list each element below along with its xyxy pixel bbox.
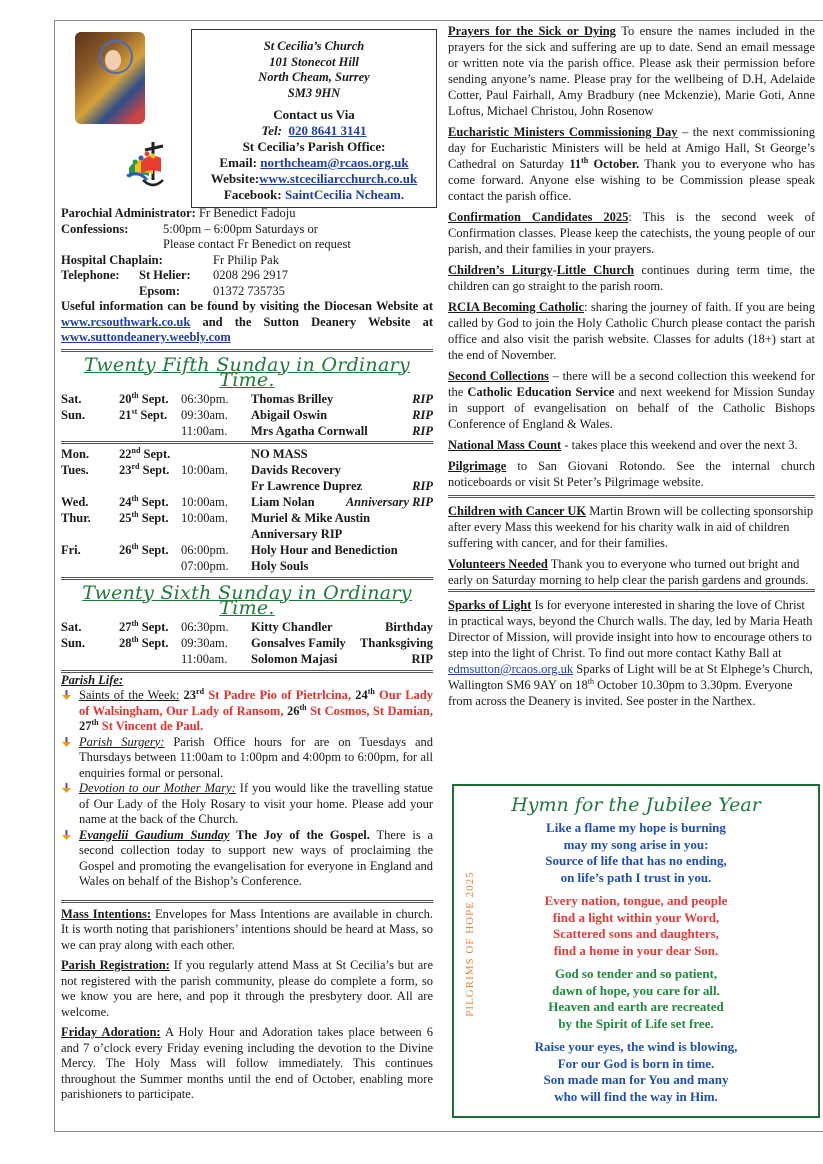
mass-day — [61, 558, 119, 574]
hymn-line: Like a flame my hope is burning — [546, 820, 726, 835]
hymn-verse — [454, 966, 818, 1032]
chaplain-label: Hospital Chaplain: — [61, 252, 163, 267]
mass-row — [61, 542, 433, 558]
mass-time — [181, 526, 251, 542]
hymn-line: For our God is born in time. — [557, 1055, 715, 1071]
notice-heading: Mass Intentions: — [61, 906, 152, 921]
sparks-email-link[interactable]: edmsutton@rcaos.org.uk — [448, 662, 574, 676]
notice-text: October 10.30pm to 3.30pm. Everyone from across the Deanery is invited. See poster in the Narthex. — [448, 678, 793, 708]
mass-day — [61, 651, 119, 667]
notice-prayers-sick — [448, 23, 815, 119]
mass-date — [119, 651, 181, 667]
devotion-label: Devotion to our Mother Mary: — [79, 781, 236, 795]
hymn-line: God so tender and so patient, — [554, 966, 718, 981]
notice-text: To ensure the names included in the prayers for the sick and suffering are up to date. Send an email message or written note via the parish office. Please ask their permission before sending anyone’s name. Please pray for the wellbeing of D.H, Adelaide Cotter, Paul Fairhall, Amy Bradbury (nee Mckenzie), Marie Goti, Anne Loftus, Michael Christou, John Rosenow — [448, 24, 815, 118]
deanery-link[interactable]: www.suttondeanery.weebly.com — [61, 330, 231, 344]
mass-time: 07:00pm. — [181, 558, 229, 573]
mass-day: Fri. — [61, 542, 81, 557]
hymn-verse — [454, 1039, 818, 1105]
notice-text: – there will be a second collection this weekend for the — [448, 369, 815, 399]
church-address — [192, 39, 436, 101]
mass-intention: NO MASS — [251, 446, 308, 461]
notice-heading: Eucharistic Ministers Commissioning Day — [448, 125, 678, 139]
mass-time: 11:00am. — [181, 423, 228, 438]
mass-row — [61, 446, 433, 462]
address-line: North Cheam, Surrey — [258, 70, 370, 84]
mass-row — [61, 391, 433, 407]
notice-heading: Second Collections — [448, 369, 549, 383]
mass-intention: Thomas Brilley — [251, 391, 334, 406]
saint-name: St Vincent de Paul. — [101, 719, 204, 733]
notice-text: : sharing the journey of faith. If you are being called by God to join the Holy Catholic Church please contact the parish office and also visit the parish website. Classes for adults (18+) start at the end of November. — [448, 300, 815, 362]
mass-date: 21st Sept. — [119, 406, 168, 422]
epsom-phone: 01372 735735 — [213, 283, 285, 298]
mass-day: Mon. — [61, 446, 90, 461]
divider — [61, 441, 433, 444]
mass-row — [61, 494, 433, 510]
mass-date: 25th Sept. — [119, 509, 169, 525]
list-item — [61, 781, 433, 828]
facebook-label: Facebook: — [223, 187, 282, 202]
notice-heading: Children’s Liturgy — [448, 263, 553, 277]
notice-text: Thank you to everyone who has come forward. Anyone else wishing to be Commission please speak contact the parish office. — [448, 157, 815, 203]
website-label: Website: — [210, 171, 260, 186]
mass-time — [181, 478, 251, 494]
saint-name: St Cosmos, St Damian, — [310, 703, 434, 718]
notice-heading: Confirmation Candidates 2025 — [448, 210, 629, 224]
notice-text: Envelopes for Mass Intentions are available in church. It is worth noting that parishioners’ intentions should be heard at Mass, so we can pray along with each other. — [61, 906, 433, 952]
mass-note: RIP — [412, 478, 433, 493]
saint-name: Our Lady of Walsingham, Our Lady of Ransom, — [79, 688, 434, 718]
mass-note: Birthday — [385, 619, 433, 634]
mass-row — [61, 651, 433, 667]
notice-children-cancer — [448, 503, 815, 551]
mass-row — [61, 526, 433, 542]
admin-name: Fr Benedict Fadoju — [198, 206, 296, 220]
saint-date-suffix: th — [367, 686, 375, 696]
facebook-link[interactable]: SaintCecilia Ncheam. — [284, 187, 405, 202]
mass-intention: Liam Nolan — [251, 494, 315, 509]
week25-weekend-masses — [61, 391, 433, 439]
tel-label: Tel: — [261, 123, 282, 138]
useful-text: and the Sutton Deanery Website at — [202, 314, 434, 329]
arrow-bullet-icon — [61, 688, 79, 735]
hymn-line: Heaven and earth are recreated — [548, 999, 724, 1014]
mass-intention: Abigail Oswin — [251, 407, 328, 422]
mass-intention: Mrs Agatha Cornwall — [251, 423, 368, 438]
divider — [448, 589, 815, 592]
mass-row — [61, 462, 433, 478]
website-link[interactable]: www.stceciliarcchurch.co.uk — [259, 171, 418, 186]
event-date-suffix: th — [581, 155, 589, 165]
mass-date — [119, 478, 181, 494]
hymn-line: Source of life that has no ending, — [545, 853, 727, 868]
notice-heading: Parish Registration: — [61, 958, 170, 972]
notice-eucharistic-ministers — [448, 124, 815, 204]
mass-time: 09:30am. — [181, 635, 228, 650]
mass-date: 23rd Sept. — [119, 461, 170, 477]
side-banner-text: PILGRIMS OF HOPE 2025 — [464, 871, 476, 1017]
hymn-verse — [454, 820, 818, 886]
hymn-line: find a light within your Word, — [552, 909, 720, 925]
mass-day: Sat. — [61, 391, 82, 406]
week25-weekday-masses — [61, 446, 433, 574]
telephone-label: Telephone: — [61, 268, 120, 282]
notice-heading: Children with Cancer UK — [448, 504, 587, 518]
mass-date: 22nd Sept. — [119, 445, 171, 461]
date-suffix: th — [131, 493, 139, 503]
mass-day: Wed. — [61, 494, 89, 509]
mass-row — [61, 478, 433, 494]
epsom-label: Epsom: — [139, 283, 180, 298]
parish-info — [61, 206, 433, 1103]
date-suffix: nd — [131, 445, 141, 455]
mass-intention: Davids Recovery — [251, 462, 341, 477]
mass-time: 06:30pm. — [181, 619, 229, 634]
mass-day — [61, 478, 119, 494]
notice-text: A Holy Hour and Adoration takes place between 6 and 7 o’clock every Friday evening including the devotion to the Divine Mercy. The Holy Mass will follow immediately. This continues throughout the Summer months until the end of October, enabling more parishioners to participate. — [61, 1025, 434, 1101]
right-column — [448, 23, 815, 714]
address-line: 101 Stonecot Hill — [269, 54, 359, 69]
notice-text: Is for everyone interested in sharing the love of Christ in practical ways, beyond the Church walls. The day, led by Maria Heath Director of Mission, will provide insight into how to encourage others to step into the light of Christ. To find out more contact Kathy Ball at — [448, 598, 813, 660]
devotion-mary — [79, 781, 433, 828]
address-line: SM3 9HN — [287, 85, 341, 100]
mass-row — [61, 558, 433, 574]
notice-friday-adoration — [61, 1025, 433, 1103]
date-suffix: th — [131, 634, 139, 644]
mass-time: 10:00am. — [181, 510, 228, 525]
notice-text: Sparks of Light will be at St Elphege’s Church, Wallington SM6 9AY on 18 — [448, 662, 813, 692]
arrow-bullet-icon — [61, 781, 79, 828]
list-item — [61, 828, 433, 890]
st-cecilia-painting — [75, 32, 145, 124]
list-item — [61, 688, 433, 735]
mass-date: 20th Sept. — [119, 390, 169, 406]
notice-heading: Pilgrimage — [448, 459, 507, 473]
hymn-verse — [454, 893, 818, 959]
date-suffix: th — [131, 509, 139, 519]
mass-note: RIP — [412, 391, 433, 406]
notice-mass-count — [448, 437, 815, 453]
admin-label: Parochial Administrator: — [61, 206, 196, 220]
evangelii-label: Evangelii Gaudium Sunday — [79, 827, 230, 842]
mass-note: RIP — [412, 423, 433, 438]
mass-date — [119, 526, 181, 542]
mass-row — [61, 635, 433, 651]
charity-name: Catholic Education Service — [467, 385, 615, 399]
devotion-text: If you would like the travelling statue of Our Lady of the Holy Rosary to visit your home. Please add your name at the back of the Church. — [79, 781, 433, 826]
hymn-line: Raise your eyes, the wind is blowing, — [534, 1039, 738, 1054]
mass-intention: Fr Lawrence Duprez — [251, 478, 363, 493]
event-date: 11 — [569, 157, 582, 171]
mass-row — [61, 407, 433, 423]
parish-life — [61, 673, 433, 890]
mass-date — [119, 423, 181, 439]
mass-day: Sat. — [61, 619, 82, 634]
parish-life-title: Parish Life: — [61, 672, 124, 687]
notice-heading: Prayers for the Sick or Dying — [448, 24, 616, 38]
hymn-line: dawn of hope, you care for all. — [552, 982, 720, 998]
mass-note: RIP — [411, 651, 433, 666]
date-suffix: th — [131, 541, 139, 551]
week26-masses — [61, 619, 433, 667]
date-suffix: th — [587, 676, 594, 686]
mass-note: Anniversary RIP — [345, 494, 433, 509]
notice-text: Thank you to everyone who turned out bright and early on Saturday morning to help clear the parish gardens and grounds. — [448, 557, 809, 587]
hymn-title: Hymn for the Jubilee Year — [511, 794, 761, 816]
hymn-verses — [454, 820, 818, 1105]
notice-text: – the next commissioning day for Eucharistic Ministers will be held at Amigo Hall, St George’s Cathedral on Saturday — [448, 125, 815, 171]
notice-text: - takes place this weekend and over the next 3. — [561, 438, 798, 452]
header-images — [69, 28, 187, 208]
notice-heading: National Mass Count — [448, 438, 562, 452]
mass-time: 06:30pm. — [181, 391, 229, 406]
week26-title: Twenty Sixth Sunday in Ordinary Time. — [82, 581, 412, 619]
notice-heading: Friday Adoration: — [61, 1025, 161, 1039]
mass-day: Thur. — [61, 510, 91, 525]
evangelii-text: There is a second collection today to support new ways of proclaiming the Gospel and promoting the evangelisation for everyone in England and Wales on behalf of the Bishop’s Conference. — [79, 827, 434, 888]
saint-date-suffix: th — [299, 702, 307, 712]
divider — [61, 349, 433, 352]
evangelii-gaudium — [79, 828, 433, 890]
mass-intention: Anniversary RIP — [251, 526, 343, 541]
tel-link[interactable]: 020 8641 3141 — [288, 123, 367, 138]
week25-title: Twenty Fifth Sunday in Ordinary Time. — [83, 353, 411, 391]
left-notices — [61, 907, 433, 1103]
notice-text: : This is the second week of Confirmation classes. Please keep the catechists, the young people of our parish, and their families in your prayers. — [448, 210, 816, 256]
hymn-line: Son made man for You and many — [543, 1072, 729, 1087]
divider — [61, 900, 433, 903]
notice-rcia — [448, 299, 815, 363]
office-label: St Cecilia’s Parish Office: — [242, 139, 386, 154]
notice-volunteers — [448, 556, 815, 588]
mass-intention: Solomon Majasi — [251, 651, 338, 666]
hymn-line: on life’s path I trust in you. — [560, 869, 712, 885]
notice-text: and next weekend for Mission Sunday in support of evangelisation on behalf of the Catholic Bishops Conference of England & Wales. — [448, 385, 815, 431]
divider — [61, 577, 433, 580]
mass-day: Tues. — [61, 462, 89, 477]
useful-info — [61, 299, 433, 346]
mass-date — [119, 558, 181, 574]
mass-date: 28th Sept. — [119, 634, 169, 650]
hymn-line: by the Spirit of Life set free. — [558, 1015, 714, 1031]
date-suffix: th — [131, 390, 139, 400]
mass-intention: Muriel & Mike Austin — [251, 510, 371, 525]
hymn-box — [452, 784, 820, 1118]
email-link[interactable]: northcheam@rcaos.org.uk — [260, 155, 409, 170]
date-suffix: th — [131, 618, 139, 628]
mass-time — [181, 446, 251, 462]
saint-date: 24 — [355, 688, 368, 702]
confessions-label: Confessions: — [61, 221, 129, 236]
mass-intention: Holy Hour and Benediction — [251, 542, 398, 557]
saint-name: St Padre Pio of Pietrlcina, — [208, 688, 351, 702]
confessions-time: 5:00pm – 6:00pm Saturdays or — [163, 221, 318, 236]
hymn-line: may my song arise in you: — [563, 836, 709, 852]
mass-time: 06:00pm. — [181, 542, 229, 557]
hymn-line: who will find the way in Him. — [554, 1088, 718, 1104]
mass-day — [61, 423, 119, 439]
mass-time: 11:00am. — [181, 651, 228, 666]
arrow-bullet-icon — [61, 828, 79, 890]
mass-time: 10:00am. — [181, 462, 228, 477]
date-suffix: rd — [131, 461, 140, 471]
mass-note: Thanksgiving — [360, 635, 433, 650]
side-banner — [460, 858, 480, 1038]
diocesan-link[interactable]: www.rcsouthwark.co.uk — [61, 314, 191, 329]
mass-intention: Gonsalves Family — [251, 635, 346, 650]
divider — [448, 495, 815, 498]
notice-text: Martin Brown will be collecting sponsorship after every Mass this weekend for his charity walk in aid of children suffering with cancer, and for their families. — [448, 504, 814, 550]
mass-date: 24th Sept. — [119, 493, 169, 509]
notice-childrens-liturgy: Children’s Liturgy-Little Church continues during term time, the children can go straight to the parish room. — [448, 263, 815, 293]
notice-text: to San Giovani Rotondo. See the internal church noticeboards or visit St Peter’s Pilgrimage website. — [448, 459, 815, 489]
mass-row — [61, 619, 433, 635]
saint-date-suffix: th — [91, 717, 99, 727]
saint-date-suffix: rd — [196, 686, 205, 696]
saint-date: 27 — [79, 719, 92, 733]
hymn-line: Every nation, tongue, and people — [544, 893, 728, 908]
mass-day: Sun. — [61, 407, 85, 422]
notice-heading: Little Church — [556, 263, 635, 277]
event-month: October. — [588, 157, 640, 171]
notice-parish-registration — [61, 958, 433, 1020]
mass-intention: Holy Souls — [251, 558, 309, 573]
mass-day — [61, 526, 119, 542]
mass-row — [61, 510, 433, 526]
notice-heading: Volunteers Needed — [448, 557, 548, 571]
notice-pilgrimage — [448, 458, 815, 490]
arrow-bullet-icon — [61, 735, 79, 782]
notice-heading: Sparks of Light — [448, 598, 532, 612]
confessions-note: Please contact Fr Benedict on request — [163, 237, 351, 251]
hymn-line: find a home in your dear Son. — [553, 942, 719, 958]
mass-intention: Kitty Chandler — [251, 619, 333, 634]
notice-second-collections — [448, 368, 815, 432]
saint-date: 26 — [286, 703, 300, 718]
mass-date: 27th Sept. — [119, 618, 169, 634]
notice-text: If you regularly attend Mass at St Cecilia’s but are not registered with the parish community, please do complete a form, so we know you are here, and pop it through the presbytery door. All are welcome. — [61, 958, 433, 1019]
contact-heading: Contact us Via — [273, 107, 355, 122]
face-shape — [105, 50, 121, 70]
mass-time: 09:30am. — [181, 407, 228, 422]
st-helier-label: St Helier: — [139, 268, 191, 282]
saints-label: Saints of the Week: — [79, 688, 180, 702]
address-line: St Cecilia’s Church — [263, 39, 365, 53]
notice-heading: RCIA Becoming Catholic — [448, 300, 584, 314]
mass-row — [61, 423, 433, 439]
saints-of-week — [79, 688, 433, 735]
parish-surgery — [79, 735, 433, 782]
contact-details — [192, 107, 436, 203]
surgery-text: Parish Office hours for are on Tuesdays and Thursdays between 11:00am to 1:00pm and 4:00pm to 6:00pm, for all enquiries formal or personal. — [79, 734, 433, 780]
st-helier-phone: 0208 296 2917 — [213, 268, 288, 282]
contact-box — [191, 29, 437, 208]
hymn-line: Scattered sons and daughters, — [553, 926, 719, 941]
notice-confirmation — [448, 209, 815, 257]
mass-time: 10:00am. — [181, 494, 228, 509]
list-item — [61, 735, 433, 782]
mass-note: RIP — [412, 407, 433, 422]
mass-day: Sun. — [61, 635, 85, 650]
chaplain-name: Fr Philip Pak — [213, 252, 279, 267]
mass-date: 26th Sept. — [119, 541, 169, 557]
notice-mass-intentions — [61, 907, 433, 954]
surgery-label: Parish Surgery: — [79, 734, 165, 749]
evangelii-subtitle: The Joy of the Gospel. — [236, 827, 370, 842]
date-suffix: st — [131, 406, 138, 416]
saint-date: 23 — [183, 688, 197, 702]
email-label: Email: — [219, 155, 257, 170]
useful-text: Useful information can be found by visiting the Diocesan Website at — [61, 299, 433, 313]
notice-sparks-of-light — [448, 597, 815, 709]
pilgrims-of-hope-logo — [119, 136, 185, 202]
notice-text: continues during term time, the children can go straight to the parish room. — [448, 263, 815, 293]
